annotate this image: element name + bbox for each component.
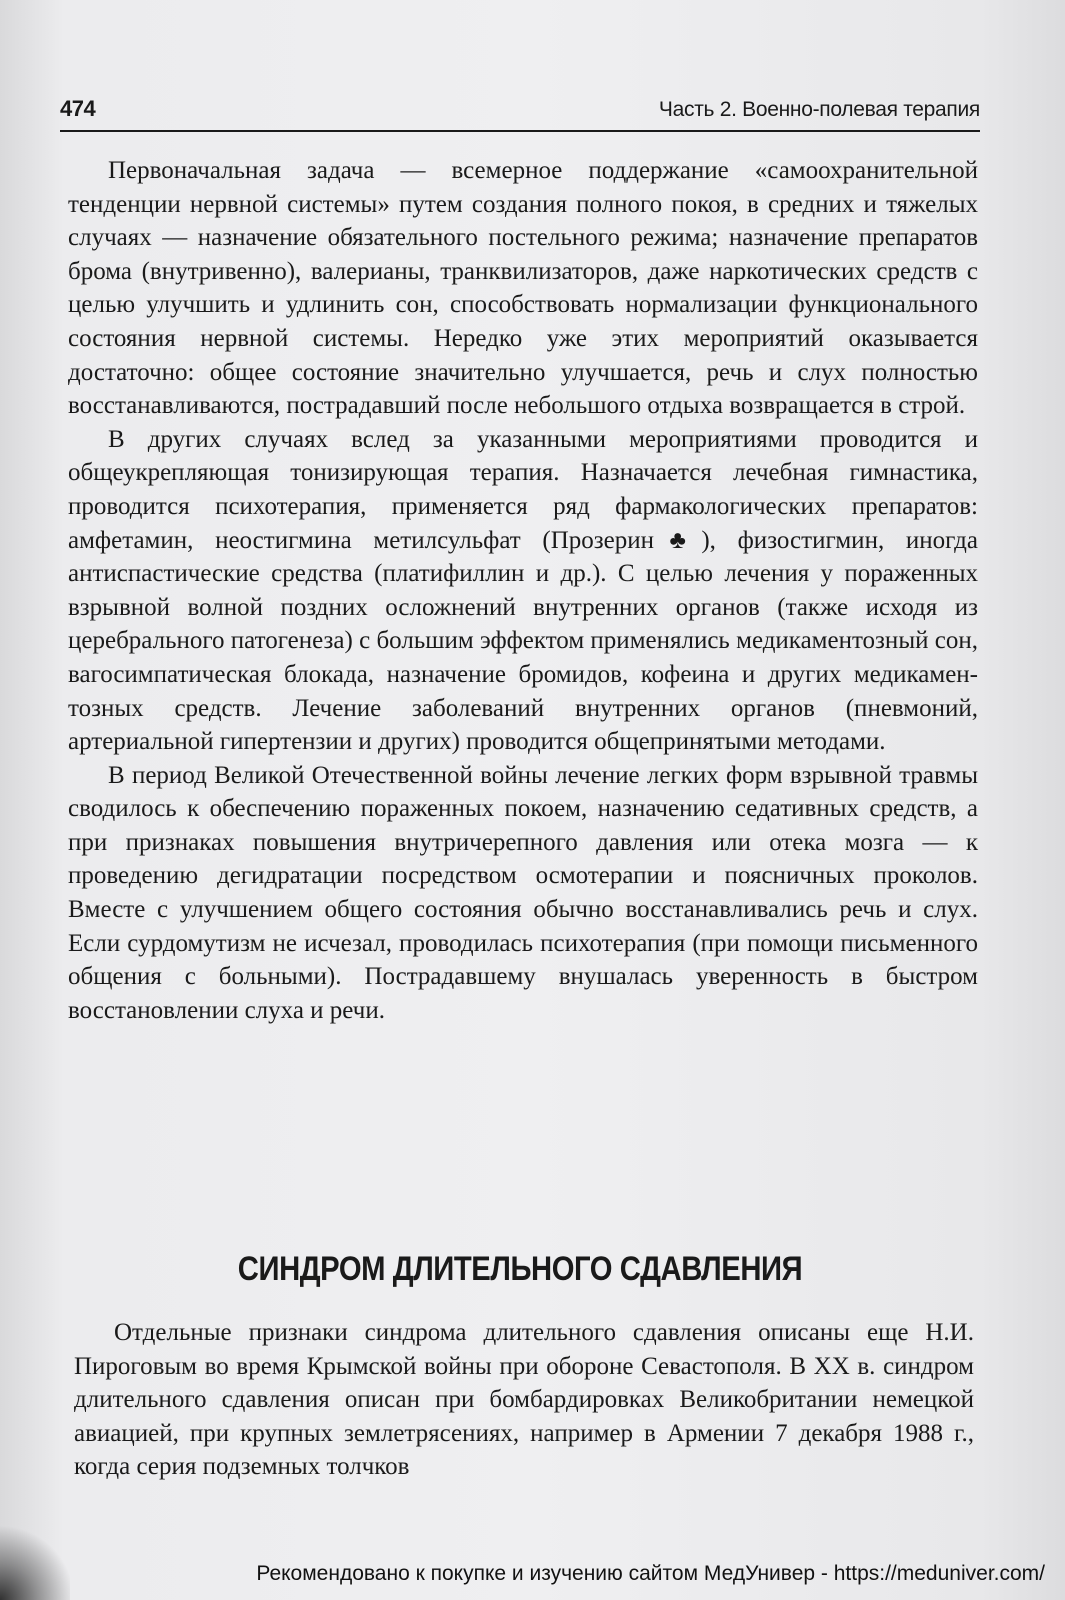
page-header (60, 90, 980, 132)
watermark-text: Рекомендовано к покупке и изучению сайтом МедУнивер - https://meduniver.com/ (256, 1562, 1045, 1585)
paragraph: Отдельные признаки синдрома длительного сдавления описаны еще Н.И. Пироговым во время Крымской войны при обороне Севастополя. В XX в. синдром длительного сдавления описан при бомбардировках Великобритании немецкой авиацией, при крупных землетрясениях, например в Армении 7 декабря 1988 г., когда серия подземных толчков (74, 1319, 974, 1481)
page-number: 474 (60, 96, 96, 121)
section-heading: СИНДРОМ ДЛИТЕЛЬНОГО СДАВЛЕНИЯ (237, 1250, 803, 1288)
running-head: Часть 2. Военно-полевая терапия (658, 98, 980, 121)
scan-shadow (0, 1520, 70, 1600)
body-text (68, 152, 978, 1027)
paragraph: Первоначальная задача — всемерное поддержание «самоохранительной тенденции нервной системы» путем создания полного покоя, в средних и тяжелых случаях — назначение обязательного постельного режима; назначение препаратов брома (внутривенно), валерианы, транквилизаторов, даже наркотических средств с целью улучшить и удлинить сон, способствовать нормализации функционального состояния нервной системы. Нередко уже этих мероприятий оказывается достаточно: общее состояние значительно улучшается, речь и слух полностью восстанавливаются, пострадавший после небольшого отдыха возвращается в строй. (68, 157, 978, 420)
section-text (74, 1316, 974, 1484)
paragraph: В других случаях вслед за указанными мероприятиями проводится и общеукрепляющая тонизирующая терапия. Назначается лечебная гимнастика, проводится психотерапия, применяется ряд фармакологических препаратов: амфетамин, неостигмина метилсульфат (Прозерин♣), физостигмин, иногда антиспастические средства (платифиллин и др.). С целью лечения у пораженных взрывной волной поздних осложнений внутренних органов (также исходя из церебрального патогенеза) с большим эффектом применялись медикаментозный сон, вагосимпатическая блокада, назначение бромидов, кофеина и других медикаментозных средств. Лечение заболеваний внутренних органов (пневмоний, артериальной гипертензии и других) проводится общепринятыми методами. (68, 425, 978, 756)
book-page (60, 90, 990, 1510)
paragraph: В период Великой Отечественной войны лечение легких форм взрывной травмы сводилось к обеспечению пораженных покоем, назначению седативных средств, а при признаках повышения внутричерепного давления или отека мозга — к проведению дегидратации посредством осмотерапии и поясничных проколов. Вместе с улучшением общего состояния обычно восстанавливались речь и слух. Если сурдомутизм не исчезал, проводилась психотерапия (при помощи письменного общения с больными). Пострадавшему внушалась уверенность в быстром восстановлении слуха и речи. (68, 761, 978, 1024)
